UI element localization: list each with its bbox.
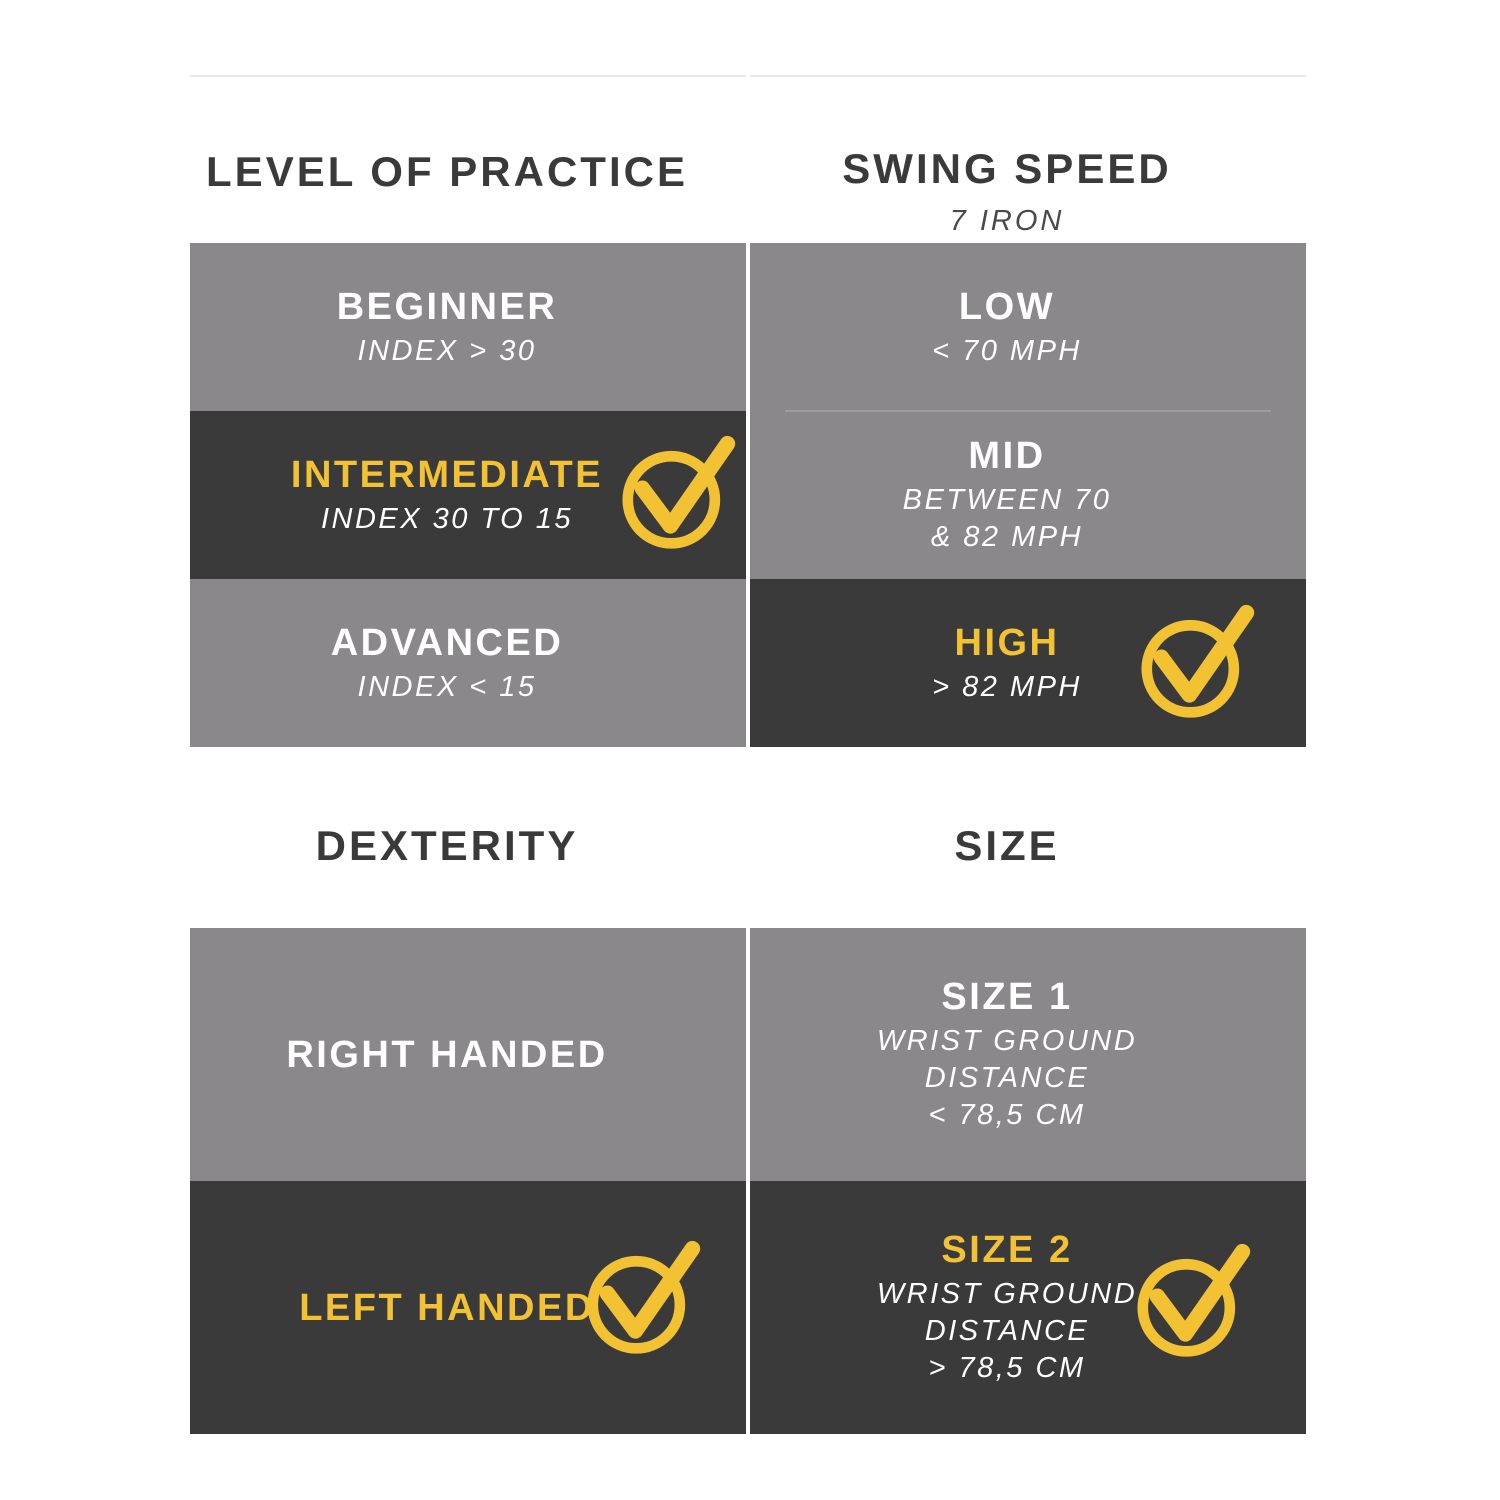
swing-speed-title: SWING SPEED [842,144,1172,192]
detail-line: > 82 MPH [932,670,1082,703]
option-advanced-content [331,621,606,706]
detail-line: < 70 MPH [932,334,1082,367]
detail-line: INDEX 30 TO 15 [320,502,574,535]
swing-speed-card [750,75,1306,747]
option-beginner-label: BEGINNER [336,285,558,328]
size-card [750,758,1306,1434]
option-left-handed-selected [190,1181,746,1434]
option-size-2-detail [877,1276,1137,1387]
size-title: SIZE [954,822,1060,869]
detail-line: BETWEEN 70 [902,484,1112,516]
option-high-selected [750,579,1306,747]
option-mid-label: MID [968,435,1046,477]
check-icon [617,434,745,554]
check-icon [1132,1242,1260,1362]
option-beginner-detail [358,333,537,370]
detail-line: DISTANCE [924,1315,1090,1347]
swing-speed-header [750,77,1306,243]
option-low-label: LOW [958,285,1056,328]
option-mid [750,411,1306,579]
dexterity-header [190,758,746,928]
detail-line: WRIST GROUND [876,1278,1138,1310]
detail-line: WRIST GROUND [876,1025,1138,1057]
swing-speed-subtitle: 7 IRON [949,204,1065,237]
option-high-detail [932,669,1082,706]
option-left-handed-label: LEFT HANDED [299,1286,595,1329]
option-high-content [932,621,1124,706]
detail-line: INDEX > 30 [357,334,537,367]
option-size-1 [750,928,1306,1181]
option-right-handed-content [286,1033,649,1077]
option-beginner-content [337,285,600,370]
level-of-practice-title: LEVEL OF PRACTICE [206,148,688,195]
option-size-1-detail [877,1023,1137,1134]
option-advanced-detail [358,669,537,706]
option-size-1-content [877,975,1179,1134]
detail-line: < 78,5 CM [928,1099,1086,1131]
option-advanced [190,579,746,747]
option-low-detail [932,333,1082,370]
option-intermediate-content [291,453,645,538]
option-size-1-label: SIZE 1 [941,976,1073,1018]
level-of-practice-card [190,75,746,747]
option-intermediate-detail [321,501,573,538]
size-header [750,758,1306,928]
check-icon [582,1239,710,1359]
option-size-2-selected [750,1181,1306,1434]
detail-line: INDEX < 15 [357,670,537,703]
option-high-label: HIGH [954,621,1060,664]
dexterity-title: DEXTERITY [315,822,579,869]
dexterity-card [190,758,746,1434]
detail-line: & 82 MPH [930,521,1084,553]
detail-line: > 78,5 CM [928,1352,1086,1384]
option-low-content [932,285,1124,370]
option-mid-content [903,434,1154,556]
row-divider [785,410,1271,412]
option-mid-detail [903,482,1112,556]
option-intermediate-selected [190,411,746,579]
option-right-handed [190,928,746,1181]
option-low [750,243,1306,411]
option-advanced-label: ADVANCED [330,621,564,664]
option-intermediate-label: INTERMEDIATE [290,453,604,496]
option-size-2-label: SIZE 2 [941,1229,1073,1271]
option-beginner [190,243,746,411]
check-icon [1136,603,1264,723]
option-right-handed-label: RIGHT HANDED [286,1033,608,1076]
detail-line: DISTANCE [924,1062,1090,1094]
level-of-practice-header [190,77,746,243]
